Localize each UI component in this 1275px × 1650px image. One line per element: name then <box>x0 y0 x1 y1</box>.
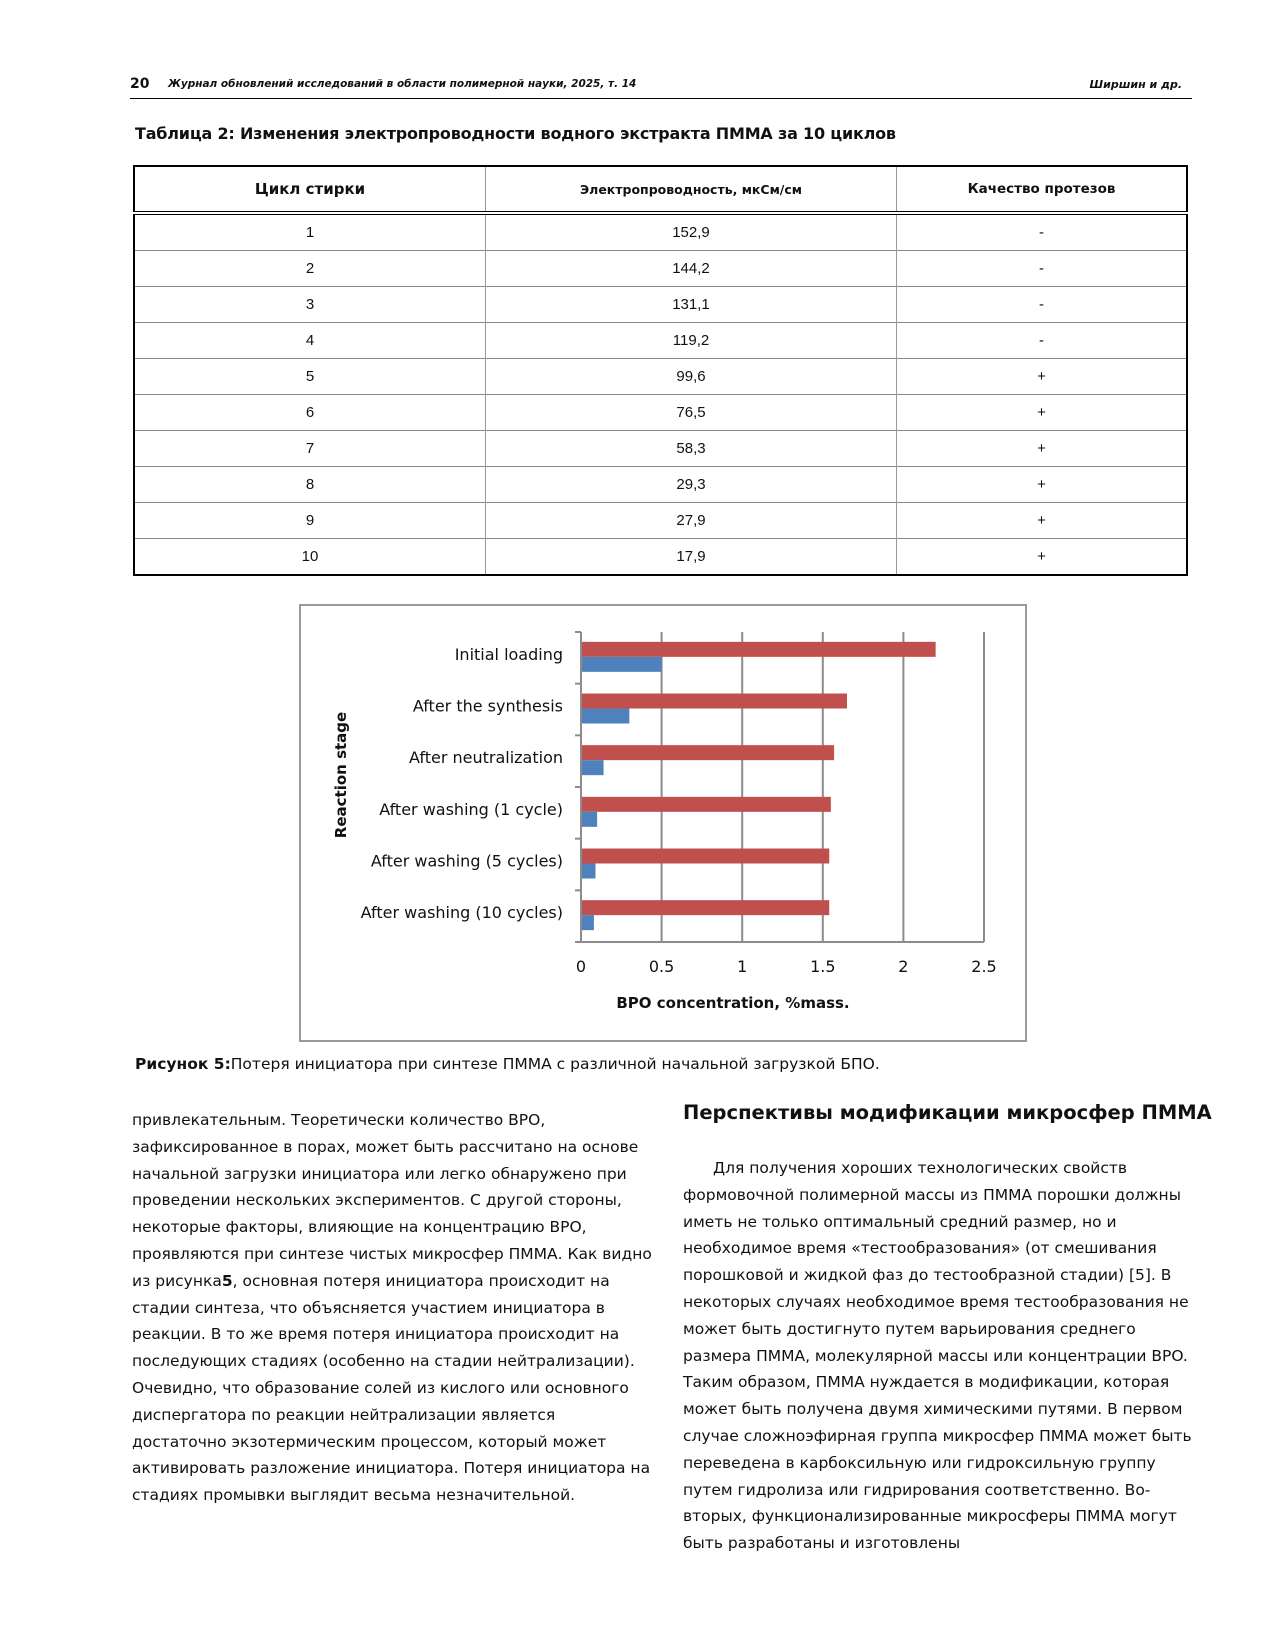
x-tick-label: 1.5 <box>810 957 836 976</box>
category-label: Initial loading <box>454 644 563 664</box>
bar-red-1 <box>582 642 936 657</box>
bar-red-3 <box>582 745 834 760</box>
figure-reference: 5 <box>221 1271 233 1290</box>
cell-conductivity: 144,2 <box>486 251 897 287</box>
cell-quality: - <box>897 213 1188 251</box>
cell-conductivity: 17,9 <box>486 539 897 576</box>
paragraph: Для получения хороших технологических свойств формовочной полимерной массы из ПММА порошки должны иметь не только оптимальный средний размер, но и необходимое время «тестообразования» (от смешивания порошковой и жидкой фаз до тестообразной стадии) [5]. В некоторых случаях необходимое время тестообразования не может быть достигнуто путем варьирования среднего размера ПММА, молекулярной массы или концентрации BPO. Таким образом, ПММА нуждается в модификации, которая может быть получена двумя химическими путями. В первом случае сложноэфирная группа микросфер ПММА может быть переведена в карбоксильную или гидроксильную группу путем гидролиза или гидрирования соответственно. Во-вторых, функционализированные микросферы ПММА могут быть разработаны и изготовлены <box>683 1159 1192 1553</box>
cell-cycle: 1 <box>134 213 486 251</box>
cell-quality: - <box>897 287 1188 323</box>
x-tick-label: 1 <box>737 957 748 976</box>
category-label: After the synthesis <box>412 696 563 716</box>
bar-blue-4 <box>582 812 597 827</box>
cell-cycle: 2 <box>134 251 486 287</box>
category-label: After washing (1 cycle) <box>379 799 563 819</box>
cell-cycle: 10 <box>134 539 486 576</box>
cell-cycle: 9 <box>134 503 486 539</box>
table-row <box>134 213 1187 251</box>
section-heading: Перспективы модификации микросфер ПММА <box>683 1101 1212 1124</box>
table-row <box>134 539 1187 576</box>
cell-conductivity: 58,3 <box>486 431 897 467</box>
bars <box>582 642 936 930</box>
x-tick-labels <box>576 957 997 976</box>
bpo-bar-chart <box>301 606 1025 1040</box>
cell-quality: + <box>897 359 1188 395</box>
category-label: After washing (5 cycles) <box>370 851 563 871</box>
cell-quality: - <box>897 323 1188 359</box>
cell-quality: + <box>897 395 1188 431</box>
column-header-cycle: Цикл стирки <box>134 166 486 213</box>
table-row <box>134 503 1187 539</box>
conductivity-table <box>133 165 1188 576</box>
cell-conductivity: 152,9 <box>486 213 897 251</box>
category-labels <box>361 645 563 922</box>
bar-red-6 <box>582 900 829 915</box>
page-number: 20 <box>130 76 150 92</box>
bar-blue-1 <box>582 657 662 672</box>
bar-red-4 <box>582 797 831 812</box>
left-column-text <box>132 1107 652 1509</box>
cell-conductivity: 76,5 <box>486 395 897 431</box>
cell-quality: - <box>897 251 1188 287</box>
cell-quality: + <box>897 467 1188 503</box>
bar-red-2 <box>582 694 847 709</box>
cell-conductivity: 29,3 <box>486 467 897 503</box>
cell-cycle: 7 <box>134 431 486 467</box>
category-label: After neutralization <box>408 748 563 768</box>
cell-cycle: 3 <box>134 287 486 323</box>
authors: Ширшин и др. <box>1089 78 1182 91</box>
cell-cycle: 5 <box>134 359 486 395</box>
cell-conductivity: 27,9 <box>486 503 897 539</box>
cell-cycle: 6 <box>134 395 486 431</box>
x-tick-label: 2 <box>898 957 909 976</box>
x-axis-title: BPO concentration, %mass. <box>616 994 850 1012</box>
table-row <box>134 251 1187 287</box>
cell-cycle: 8 <box>134 467 486 503</box>
cell-quality: + <box>897 539 1188 576</box>
caption-label: Рисунок 5: <box>135 1055 231 1073</box>
x-tick-label: 2.5 <box>971 957 997 976</box>
y-axis-title: Reaction stage <box>332 711 350 839</box>
figure-5 <box>299 604 1027 1042</box>
bar-blue-6 <box>582 915 594 930</box>
paragraph-part: , основная потеря инициатора происходит на стадии синтеза, что объясняется участием инициатора в реакции. В то же время потеря инициатора происходит на последующих стадиях (особенно на стадии нейтрализации). Очевидно, что образование солей из кислого или основного диспергатора по реакции нейтрализации является достаточно экзотермическим процессом, который может активировать разложение инициатора. Потеря инициатора на стадиях промывки выглядит весьма незначительной. <box>132 1271 651 1505</box>
category-label: After washing (10 cycles) <box>360 903 563 923</box>
paragraph-part: привлекательным. Теоретически количество BPO, зафиксированное в порах, может быть рассчитано на основе начальной загрузки инициатора или легко обнаружено при проведении нескольких экспериментов. С другой стороны, некоторые факторы, влияющие на концентрацию BPO, проявляются при синтезе чистых микросфер ПММА. Как видно из рисунка <box>132 1111 652 1290</box>
table-row <box>134 359 1187 395</box>
bar-blue-2 <box>582 709 629 724</box>
table-title: Таблица 2: Изменения электропроводности водного экстракта ПММА за 10 циклов <box>135 124 896 143</box>
table-body <box>134 213 1187 575</box>
right-column-text <box>683 1155 1203 1557</box>
x-tick-label: 0 <box>575 957 587 976</box>
caption-text: Потеря инициатора при синтезе ПММА с различной начальной загрузкой БПО. <box>230 1055 880 1073</box>
table-row <box>134 395 1187 431</box>
column-header-conductivity: Электропроводность, мкСм/см <box>486 166 897 213</box>
cell-conductivity: 131,1 <box>486 287 897 323</box>
column-header-quality: Качество протезов <box>897 166 1188 213</box>
gridlines <box>662 632 984 942</box>
bar-blue-5 <box>582 864 596 879</box>
table-row <box>134 431 1187 467</box>
bar-blue-3 <box>582 760 604 775</box>
cell-cycle: 4 <box>134 323 486 359</box>
bar-red-5 <box>582 849 829 864</box>
table-row <box>134 467 1187 503</box>
table-header-row <box>134 166 1187 213</box>
cell-quality: + <box>897 431 1188 467</box>
axes <box>575 632 984 942</box>
cell-conductivity: 99,6 <box>486 359 897 395</box>
cell-conductivity: 119,2 <box>486 323 897 359</box>
journal-title: Журнал обновлений исследований в области полимерной науки, 2025, т. 14 <box>168 78 637 90</box>
figure-caption <box>135 1055 880 1073</box>
running-header <box>130 76 1192 99</box>
cell-quality: + <box>897 503 1188 539</box>
table-row <box>134 323 1187 359</box>
x-tick-label: 0.5 <box>648 957 675 976</box>
table-row <box>134 287 1187 323</box>
